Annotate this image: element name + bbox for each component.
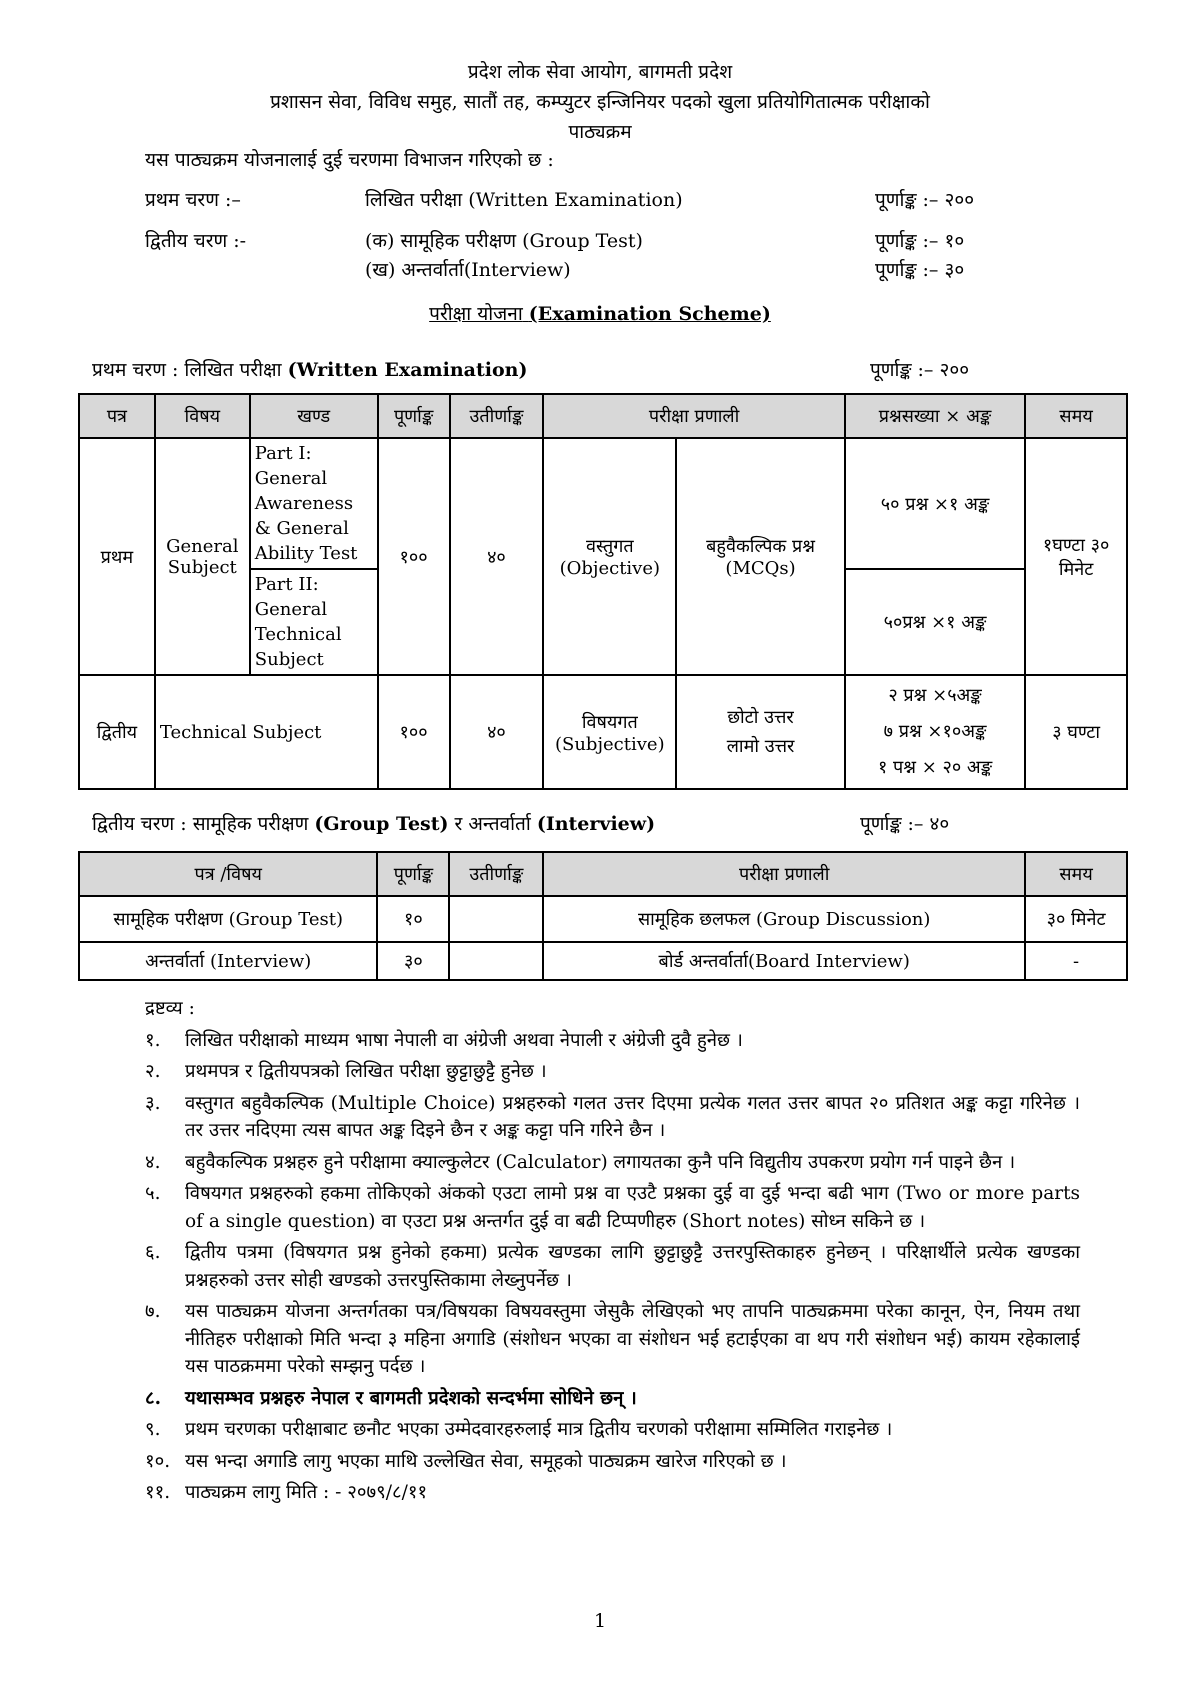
i-method: बोर्ड अन्तर्वार्ता(Board Interview) — [543, 942, 1025, 980]
qmarks-1b: ५०प्रश्न ×१ अङ्क — [845, 569, 1025, 675]
i-time: - — [1025, 942, 1127, 980]
note-item: ७. यस पाठ्यक्रम योजना अन्तर्गतका पत्र/विषयका विषयवस्तुमा जेसुकै लेखिएको भए तापनि पाठ्यक्रममा परेका कानून, ऐन, नियम तथा नीतिहरु परीक्षाको मिति भन्दा ३ महिना अगाडि (संशोधन भएका वा संशोधन भई हटाईएका वा थप गरी संशोधन भई) कायम रहेकालाई यस पाठक्रममा परेको सम्झनु पर्दछ । — [145, 1301, 1080, 1377]
col-time: समय — [1025, 394, 1127, 438]
col-question-marks: प्रश्नसख्या × अङ्क — [845, 394, 1025, 438]
written-header-row — [79, 394, 1127, 438]
g-method: सामूहिक छलफल (Group Discussion) — [543, 896, 1025, 942]
col-subject: विषय — [155, 394, 250, 438]
interview-row — [79, 942, 1127, 980]
notes-title: द्रष्टव्य : — [145, 998, 195, 1019]
scheme-title-np: परीक्षा योजना — [429, 303, 523, 325]
qmarks-1a: ५० प्रश्न ×१ अङ्क — [845, 438, 1025, 569]
type-1: बहुवैकल्पिक प्रश्न (MCQs) — [676, 438, 845, 675]
written-exam-table — [78, 393, 1128, 790]
note-item: २. प्रथमपत्र र द्वितीयपत्रको लिखित परीक्षा छुट्टाछुट्टै हुनेछ । — [145, 1061, 547, 1082]
second-heading-np2: र अन्तर्वार्ता — [454, 813, 531, 835]
note-item: १०. यस भन्दा अगाडि लागु भएका माथि उल्लेखित सेवा, समूहको पाठ्यक्रम खारेज गरिएको छ । — [145, 1450, 787, 1472]
first-stage-label: प्रथम चरण :– — [145, 189, 241, 211]
g-time: ३० मिनेट — [1025, 896, 1127, 942]
time-1: १घण्टा ३० मिनेट — [1025, 438, 1127, 675]
second-stage-label: द्वितीय चरण :- — [145, 230, 247, 252]
scheme-title — [0, 300, 1200, 326]
paper-2: द्वितीय — [79, 675, 155, 789]
written-heading-np: प्रथम चरण : लिखित परीक्षा — [92, 359, 282, 381]
second-heading — [92, 810, 655, 836]
qmarks-2 — [845, 675, 1025, 789]
note-item: ३. वस्तुगत बहुवैकल्पिक (Multiple Choice) प्रश्नहरुको गलत उत्तर दिएमा प्रत्येक गलत उत्तर बापत २० प्रतिशत अङ्क कट्टा गरिनेछ । तर उत्तर नदिएमा त्यस बापत अङ्क दिइने छैन र अङ्क कट्टा पनि गरिने छैन । — [145, 1092, 1080, 1141]
g-pass — [449, 896, 543, 942]
col-section: खण्ड — [250, 394, 378, 438]
post-title: प्रशासन सेवा, विविध समुह, सातौं तह, कम्प्युटर इन्जिनियर पदको खुला प्रतियोगितात्मक परीक्षाको — [270, 91, 930, 113]
written-heading — [92, 356, 527, 382]
full-1: १०० — [378, 438, 450, 675]
col-full-marks: पूर्णाङ्क — [378, 394, 450, 438]
second-heading-en2: (Interview) — [536, 813, 656, 835]
method-2: विषयगत (Subjective) — [543, 675, 676, 789]
note-item: १. लिखित परीक्षाको माध्यम भाषा नेपाली वा अंग्रेजी अथवा नेपाली र अंग्रेजी दुवै हुनेछ । — [145, 1029, 743, 1051]
second-stage-desc-a: (क) सामूहिक परीक्षण (Group Test) — [365, 230, 643, 252]
col-exam-method: परीक्षा प्रणाली — [543, 394, 844, 438]
pass-2: ४० — [450, 675, 544, 789]
pass-1: ४० — [450, 438, 544, 675]
scheme-title-en: (Examination Scheme) — [528, 303, 771, 325]
col2-subject: पत्र /विषय — [79, 852, 377, 896]
col-pass-marks: उतीर्णाङ्क — [450, 394, 544, 438]
first-stage-desc: लिखित परीक्षा (Written Examination) — [365, 189, 683, 211]
method-1: वस्तुगत (Objective) — [543, 438, 676, 675]
qmarks-2c: १ पश्न × २० अङ्क — [877, 757, 993, 778]
g-subject: सामूहिक परीक्षण (Group Test) — [79, 896, 377, 942]
subject-1: General Subject — [155, 438, 250, 675]
note-item: ६. द्वितीय पत्रमा (विषयगत प्रश्न हुनेको हकमा) प्रत्येक खण्डका लागि छुट्टाछुट्टै उत्तरपुस्तिकाहरु हुनेछन् । परिक्षार्थीले प्रत्येक खण्डका प्रश्नहरुको उत्तर सोही खण्डको उत्तरपुस्तिकामा लेख्नुपर्नेछ । — [145, 1242, 1080, 1291]
note-item: ४. बहुवैकल्पिक प्रश्नहरु हुने परीक्षामा क्याल्कुलेटर (Calculator) लगायतका कुनै पनि विद्युतीय उपकरण प्रयोग गर्न पाइने छैन । — [145, 1151, 1016, 1173]
paper-1: प्रथम — [79, 438, 155, 675]
subject-2: Technical Subject — [155, 675, 378, 789]
col2-method: परीक्षा प्रणाली — [543, 852, 1025, 896]
note-item: ९. प्रथम चरणका परीक्षाबाट छनौट भएका उम्मेदवारहरुलाई मात्र द्वितीय चरणको परीक्षामा सम्मिलित गराइनेछ । — [145, 1419, 893, 1440]
notes-section — [145, 995, 1080, 1511]
group-header-row — [79, 852, 1127, 896]
group-test-row — [79, 896, 1127, 942]
type-2b: लामो उत्तर — [726, 736, 795, 757]
i-full: ३० — [377, 942, 449, 980]
part-2: Part II: General Technical Subject — [250, 569, 378, 675]
written-heading-en: (Written Examination) — [287, 359, 528, 381]
g-full: १० — [377, 896, 449, 942]
first-stage-marks: पूर्णाङ्क :– २०० — [875, 189, 975, 211]
second-heading-np1: द्वितीय चरण : सामूहिक परीक्षण — [92, 813, 309, 835]
qmarks-2a: २ प्रश्न ×५अङ्क — [888, 685, 982, 706]
type-2a: छोटो उत्तर — [727, 707, 794, 728]
commission-title: प्रदेश लोक सेवा आयोग, बागमती प्रदेश — [467, 61, 733, 83]
col2-time: समय — [1025, 852, 1127, 896]
intro-text: यस पाठ्यक्रम योजनालाई दुई चरणमा विभाजन गरिएको छ : — [145, 149, 554, 171]
type-2 — [676, 675, 845, 789]
col2-pass: उतीर्णाङ्क — [449, 852, 543, 896]
note-item: ५. विषयगत प्रश्नहरुको हकमा तोकिएको अंकको एउटा लामो प्रश्न वा एउटै प्रश्नका दुई वा दुई भन्दा बढी भाग (Two or more parts of a single question) वा एउटा प्रश्न अन्तर्गत दुई वा बढी टिप्पणीहरु (Short notes) सोध्न सकिने छ । — [145, 1183, 1080, 1232]
i-pass — [449, 942, 543, 980]
note-item: ११. पाठ्यक्रम लागु मिति : - २०७९/८/११ — [145, 1482, 428, 1503]
qmarks-2b: ७ प्रश्न ×१०अङ्क — [883, 721, 987, 742]
syllabus-title: पाठ्यक्रम — [568, 121, 632, 143]
second-stage-marks-a: पूर्णाङ्क :– १० — [875, 230, 965, 252]
time-2: ३ घण्टा — [1025, 675, 1127, 789]
col-paper: पत्र — [79, 394, 155, 438]
i-subject: अन्तर्वार्ता (Interview) — [79, 942, 377, 980]
written-marks: पूर्णाङ्क :– २०० — [870, 359, 970, 381]
group-interview-table — [78, 851, 1128, 981]
second-marks: पूर्णाङ्क :– ४० — [860, 813, 950, 835]
second-stage-marks-b: पूर्णाङ्क :– ३० — [875, 259, 965, 281]
full-2: १०० — [378, 675, 450, 789]
col2-full: पूर्णाङ्क — [377, 852, 449, 896]
note-item: ८. यथासम्भव प्रश्नहरु नेपाल र बागमती प्रदेशको सन्दर्भमा सोधिने छन् । — [145, 1387, 637, 1409]
second-stage-desc-b: (ख) अन्तर्वार्ता(Interview) — [365, 259, 571, 281]
part-1: Part I: General Awareness & General Ability Test — [250, 438, 378, 569]
page-number: 1 — [593, 1610, 607, 1632]
written-row-1a — [79, 438, 1127, 569]
written-row-2 — [79, 675, 1127, 789]
second-heading-en1: (Group Test) — [314, 813, 449, 835]
